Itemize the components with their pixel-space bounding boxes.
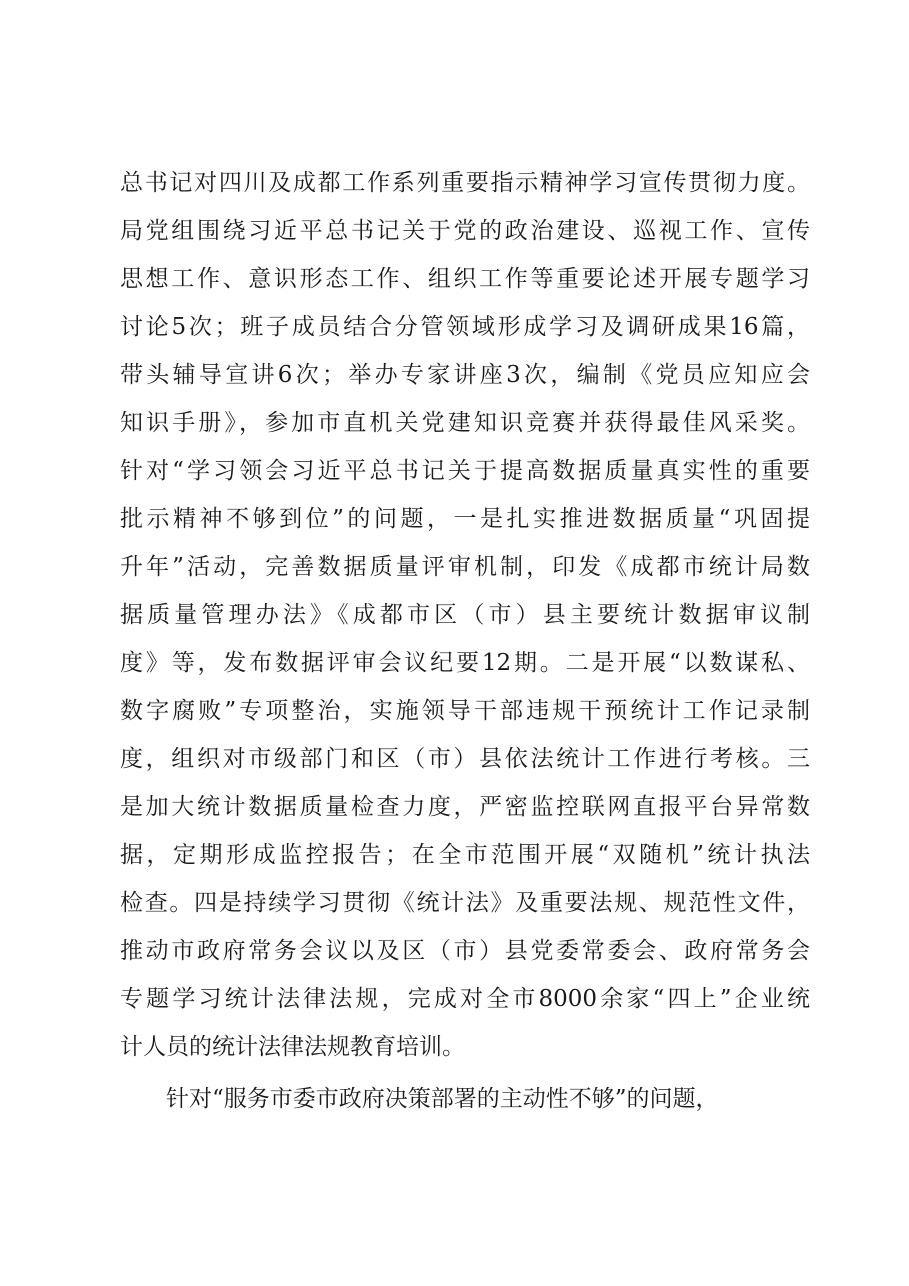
text-line: 批示精神不够到位”的问题，一是扎实推进数据质量“巩固提 (120, 506, 810, 532)
text-line: 数字腐败”专项整治，实施领导干部违规干预统计工作记录制 (120, 698, 810, 724)
document-body (120, 159, 810, 1123)
text-line: 推动市政府常务会议以及区（市）县党委常委会、政府常务会 (120, 938, 810, 964)
text-line: 是加大统计数据质量检查力度，严密监控联网直报平台异常数 (120, 794, 810, 820)
text-line: 思想工作、意识形态工作、组织工作等重要论述开展专题学习 (120, 266, 810, 292)
text-line: 专题学习统计法律法规，完成对全市8000余家“四上”企业统 (120, 986, 810, 1012)
text-line: 针对“学习领会习近平总书记关于提高数据质量真实性的重要 (120, 458, 810, 484)
paragraph-first-line: 针对“服务市委市政府决策部署的主动性不够”的问题， (166, 1086, 719, 1112)
text-line: 讨论5次；班子成员结合分管领域形成学习及调研成果16篇， (120, 314, 810, 340)
text-line: 局党组围绕习近平总书记关于党的政治建设、巡视工作、宣传 (120, 218, 810, 244)
text-line: 度，组织对市级部门和区（市）县依法统计工作进行考核。三 (120, 746, 810, 772)
text-line: 知识手册》，参加市直机关党建知识竞赛并获得最佳风采奖。 (120, 410, 810, 436)
text-line: 升年”活动，完善数据质量评审机制，印发《成都市统计局数 (120, 554, 810, 580)
text-line: 度》等，发布数据评审会议纪要12期。二是开展“以数谋私、 (120, 650, 810, 676)
text-line: 总书记对四川及成都工作系列重要指示精神学习宣传贯彻力度。 (120, 170, 810, 196)
text-line: 带头辅导宣讲6次；举办专家讲座3次，编制《党员应知应会 (120, 362, 810, 388)
text-line: 检查。四是持续学习贯彻《统计法》及重要法规、规范性文件， (120, 890, 810, 916)
text-line: 计人员的统计法律法规教育培训。 (120, 1034, 465, 1060)
text-line: 据，定期形成监控报告；在全市范围开展“双随机”统计执法 (120, 842, 810, 868)
text-line: 据质量管理办法》《成都市区（市）县主要统计数据审议制 (120, 602, 810, 628)
